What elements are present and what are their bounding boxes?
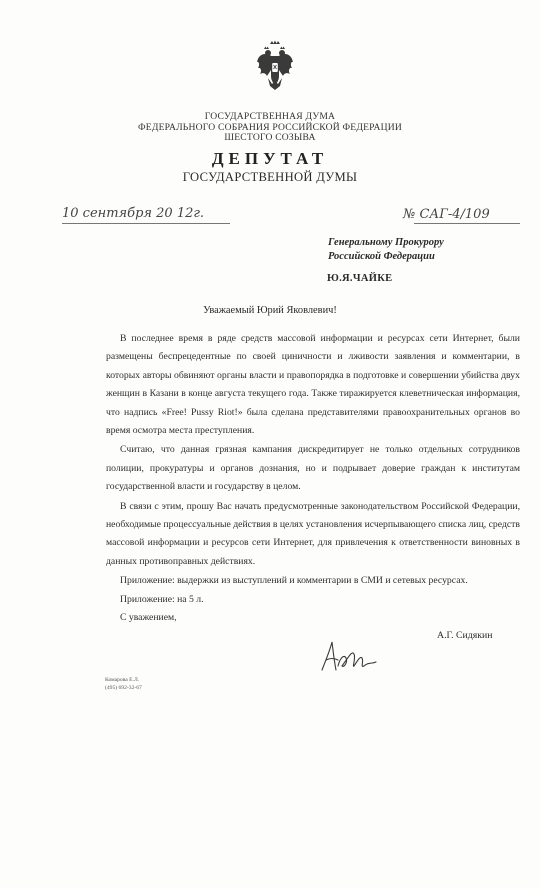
letterhead-title: ДЕПУТАТ [211, 149, 329, 168]
signer-name: А.Г. Сидякин [437, 630, 493, 641]
org-line-1: ГОСУДАРСТВЕННАЯ ДУМА [204, 111, 336, 122]
org-line-3: ШЕСТОГО СОЗЫВА [224, 132, 316, 144]
greeting: Уважаемый Юрий Яковлевич! [203, 305, 337, 316]
date-underline [62, 223, 230, 224]
addressee-position: Генеральному Прокурору [328, 237, 444, 248]
letter-number: САГ-4/109 [419, 207, 490, 222]
handwritten-signature [318, 636, 380, 676]
number-sign: № [403, 207, 416, 222]
executor-block [105, 676, 142, 692]
body-paragraph-1: В последнее время в ряде средств массовой информации и ресурсах сети Интернет, были размещены беспрецедентные по своей циничности и лживости заявления и комментарии, в которых авторы обвиняют органы власти и правопорядка в подготовке и совершении убийства двух женщин в Казани в конце августа текущего года. Также тиражируется клеветническая информация, что надпись «Free! Pussy Riot!» была сделана представителями правоохранительных органов во время осмотра места преступления. [106, 333, 520, 437]
number-underline [414, 223, 520, 224]
letter-body [106, 330, 520, 628]
addressee-name: Ю.Я.ЧАЙКЕ [327, 273, 393, 284]
executor-phone: (495) 692-32-67 [105, 685, 142, 692]
letter-date: 10 сентября 20 12г. [62, 206, 205, 221]
addressee-country: Российской Федерации [328, 251, 435, 263]
body-paragraph-2: Считаю, что данная грязная кампания дискредитирует не только отдельных сотрудников полиции, прокуратуры и органов дознания, но и подрывает доверие граждан к институтам государственной власти и государству в целом. [106, 444, 520, 493]
executor-name: Комарова Е.Л. [105, 677, 140, 683]
organization-header [0, 112, 540, 144]
attachment-note: Приложение: выдержки из выступлений и комментарии в СМИ и сетевых ресурсах. [120, 575, 468, 587]
letter-number-field [403, 207, 490, 222]
addressee-block [328, 236, 444, 264]
coat-of-arms-icon [256, 40, 294, 94]
letterhead-subtitle: ГОСУДАРСТВЕННОЙ ДУМЫ [182, 170, 358, 184]
org-line-2: ФЕДЕРАЛЬНОГО СОБРАНИЯ РОССИЙСКОЙ ФЕДЕРАЦИИ [138, 121, 402, 133]
attachment-pages: Приложение: на 5 л. [120, 593, 204, 605]
body-paragraph-3: В связи с этим, прошу Вас начать предусмотренные законодательством Российской Федерации, необходимые процессуальные действия в целях установления исчерпывающего списка лиц, средств массовой информации и ресурсов сети Интернет, для привлечения к ответственности виновных в данных противоправных действиях. [106, 500, 520, 567]
closing-phrase: С уважением, [120, 612, 177, 624]
